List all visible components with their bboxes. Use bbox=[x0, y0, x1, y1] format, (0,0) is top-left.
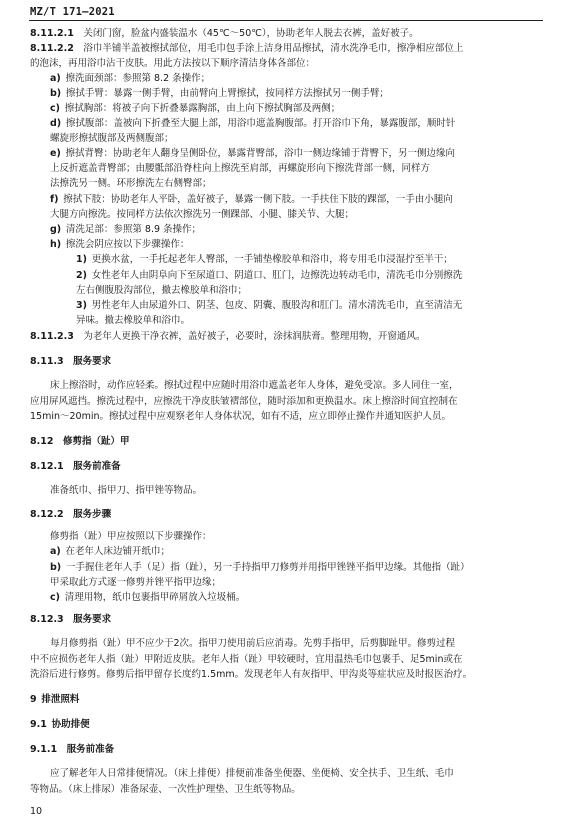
text-line bbox=[50, 768, 454, 780]
line-text: 服务前准备 bbox=[66, 744, 115, 755]
clause-number: a) bbox=[50, 546, 61, 557]
section-heading bbox=[30, 436, 129, 448]
text-line bbox=[50, 209, 354, 221]
text-line bbox=[76, 285, 247, 297]
section-heading bbox=[30, 694, 79, 706]
line-text: 的泡沫，再用浴巾沾干皮肤。用此方法按以下顺序清洁身体各部位： bbox=[30, 58, 316, 69]
line-text: 擦拭背臀：协助老年人翻身呈侧卧位，暴露背臀部，浴巾一侧边缘铺于背臀下，另一侧边缘向 bbox=[65, 148, 456, 159]
line-text: 在老年人床边铺开纸巾； bbox=[65, 546, 171, 557]
clause-number: d) bbox=[50, 118, 62, 129]
text-line bbox=[30, 411, 451, 423]
text-line bbox=[50, 178, 212, 190]
line-text: 洗浴后进行修剪。修剪后指甲留存长度约1.5mm。发现老年人有灰指甲、甲沟炎等症状应及时报医治疗。 bbox=[30, 669, 473, 680]
line-text: 擦洗会阴应按以下步骤操作： bbox=[65, 239, 190, 250]
text-line bbox=[50, 546, 170, 558]
line-text: 等物品。（床上排尿）准备尿壶、一次性护理垫、卫生纸等物品。 bbox=[30, 784, 301, 795]
clause-number: 8.11.3 bbox=[30, 356, 64, 367]
clause-number: e) bbox=[50, 148, 61, 159]
clause-number: 3) bbox=[76, 300, 87, 311]
text-line bbox=[50, 577, 221, 589]
text-line bbox=[50, 194, 453, 206]
text-line bbox=[50, 239, 189, 251]
line-text: 协助排便 bbox=[51, 719, 90, 730]
clause-number: 8.11.2.2 bbox=[30, 43, 74, 54]
clause-number: 8.12.3 bbox=[30, 614, 64, 625]
clause-number: f) bbox=[50, 194, 59, 205]
clause-number: 9.1 bbox=[30, 719, 47, 730]
text-line bbox=[76, 254, 453, 266]
line-text: 大腿方向擦洗。按同样方法依次擦洗另一侧踝部、小腿、膝关节、大腿； bbox=[50, 209, 355, 220]
line-text: 女性老年人由阴阜向下至尿道口、阴道口、肛门，边擦洗边转动毛巾，清洗毛巾分别擦洗 bbox=[91, 270, 463, 281]
clause-number: c) bbox=[50, 103, 60, 114]
text-line bbox=[50, 638, 455, 650]
clause-number: h) bbox=[50, 239, 62, 250]
line-text: 服务前准备 bbox=[73, 461, 121, 472]
line-text: 准备纸巾、指甲刀、指甲锉等物品。 bbox=[50, 485, 203, 496]
section-heading bbox=[30, 356, 111, 368]
line-text: 服务要求 bbox=[73, 614, 112, 625]
text-line bbox=[50, 562, 470, 574]
line-text: 甲采取此方式逐一修剪并锉平指甲边缘； bbox=[50, 577, 222, 588]
section-heading bbox=[30, 744, 114, 756]
text-line bbox=[50, 380, 459, 392]
text-line bbox=[50, 133, 174, 145]
line-text: 15min～20min。擦拭过程中应观察老年人身体状况，如有不适，应立即停止操作并通知医护人员。 bbox=[30, 411, 452, 422]
line-text: 擦拭胸部：将被子向下折叠暴露胸部，由上向下擦拭胸部及两侧； bbox=[64, 103, 341, 114]
text-line bbox=[50, 163, 430, 175]
text-line bbox=[50, 485, 202, 497]
section-heading bbox=[30, 614, 111, 626]
clause-number: 8.11.2.1 bbox=[30, 28, 74, 39]
text-line bbox=[50, 73, 210, 85]
line-text: 修剪指（趾）甲 bbox=[62, 436, 130, 447]
text-line bbox=[76, 270, 462, 282]
text-line bbox=[50, 592, 245, 604]
line-text: 服务步骤 bbox=[73, 509, 112, 520]
line-text: 清洗足部：参照第 8.9 条操作； bbox=[65, 224, 202, 235]
text-line bbox=[30, 58, 315, 70]
clause-number: 1) bbox=[76, 254, 87, 265]
line-text: 清理用物，纸巾包裹指甲碎屑放入垃圾桶。 bbox=[64, 592, 246, 603]
text-line bbox=[50, 88, 389, 100]
line-text: 男性老年人由尿道外口、阴茎、包皮、阴囊、腹股沟和肛门。清水清洗毛巾，直至清洁无 bbox=[91, 300, 463, 311]
line-text: 床上擦浴时，动作应轻柔。擦拭过程中应随时用浴巾遮盖老年人身体，避免受凉。多人同住一室， bbox=[50, 380, 459, 391]
line-text: 擦拭下肢：协助老年人平卧，盖好被子，暴露一侧下肢。一手扶住下肢的踝部，一手由小腿向 bbox=[63, 194, 453, 205]
clause-number: 8.12.1 bbox=[30, 461, 64, 472]
clause-number: g) bbox=[50, 224, 62, 235]
line-text: 擦拭腹部：盖被向下折叠至大腿上部，用浴巾遮盖胸腹部。打开浴巾下角，暴露腹部，顺时针 bbox=[65, 118, 456, 129]
text-line bbox=[76, 300, 462, 312]
text-line bbox=[50, 224, 201, 236]
clause-number: b) bbox=[50, 562, 62, 573]
line-text: 上反折遮盖背臀部；由腰骶部沿脊柱向上擦洗至肩部，再螺旋形向下擦洗背部一侧，同样方 bbox=[50, 163, 431, 174]
line-text: 法擦洗另一侧。环形擦洗左右侧臀部； bbox=[50, 178, 212, 189]
text-line bbox=[50, 531, 212, 543]
text-line bbox=[50, 118, 455, 130]
line-text: 螺旋形擦拭腹部及两侧腹部； bbox=[50, 133, 174, 144]
line-text: 每月修剪指（趾）甲不应少于2次。指甲刀使用前后应消毒。先剪手指甲，后剪脚趾甲。修剪过程 bbox=[50, 638, 456, 649]
clause-number: c) bbox=[50, 592, 60, 603]
text-line bbox=[30, 669, 472, 681]
line-text: 擦拭手臂：暴露一侧手臂，由前臂向上臂擦拭，按同样方法擦拭另一侧手臂； bbox=[65, 88, 389, 99]
page-number: 10 bbox=[30, 806, 43, 817]
line-text: 为老年人更换干净衣裤，盖好被子，必要时，涂抹润肤膏。整理用物，开窗通风。 bbox=[83, 331, 426, 342]
line-text: 中不应损伤老年人指（趾）甲附近皮肤。老年人指（趾）甲较硬时，宜用温热毛巾包裹手、足5min或在 bbox=[30, 654, 463, 665]
line-text: 修剪指（趾）甲应按照以下步骤操作： bbox=[50, 531, 212, 542]
line-text: 一手握住老年人手（足）指（趾），另一手持指甲刀修剪并用指甲锉锉平指甲边缘。其他指（趾） bbox=[65, 562, 470, 573]
clause-number: 8.11.2.3 bbox=[30, 331, 74, 342]
text-line bbox=[30, 28, 419, 40]
line-text: 擦洗面颈部：参照第 8.2 条操作； bbox=[65, 73, 211, 84]
text-line bbox=[76, 315, 190, 327]
header-rule bbox=[29, 20, 543, 21]
clause-number: 9 bbox=[30, 694, 37, 705]
text-line bbox=[30, 654, 462, 666]
text-line bbox=[30, 43, 463, 55]
section-heading bbox=[30, 719, 90, 731]
clause-number: 8.12.2 bbox=[30, 509, 64, 520]
line-text: 应用屏风遮挡。擦洗过程中，应擦洗干净皮肤皱褶部位，随时添加和更换温水。床上擦浴时间宜控制在 bbox=[30, 396, 458, 407]
clause-number: b) bbox=[50, 88, 62, 99]
line-text: 排泄照料 bbox=[41, 694, 80, 705]
text-line bbox=[30, 331, 425, 343]
line-text: 关闭门窗，脸盆内盛装温水（45℃～50℃），协助老年人脱去衣裤，盖好被子。 bbox=[83, 28, 419, 39]
line-text: 异味。撤去橡胶单和浴巾。 bbox=[76, 315, 191, 326]
line-text: 左右侧腹股沟部位，撤去橡胶单和浴巾； bbox=[76, 285, 248, 296]
text-line bbox=[30, 396, 458, 408]
clause-number: a) bbox=[50, 73, 61, 84]
line-text: 更换水盆，一手托起老年人臀部，一手铺垫橡胶单和浴巾，将专用毛巾浸湿拧至半干； bbox=[91, 254, 453, 265]
line-text: 浴巾半铺半盖被擦拭部位，用毛巾包手涂上洁身用品擦拭，清水洗净毛巾，擦净相应部位上 bbox=[83, 43, 464, 54]
section-heading bbox=[30, 509, 111, 521]
standard-code: MZ/T 171—2021 bbox=[30, 6, 115, 18]
text-line bbox=[50, 148, 455, 160]
text-line bbox=[50, 103, 340, 115]
clause-number: 2) bbox=[76, 270, 87, 281]
line-text: 应了解老年人日常排便情况。（床上排便）排便前准备坐便器、坐便椅、安全扶手、卫生纸、毛巾 bbox=[50, 768, 454, 779]
line-text: 服务要求 bbox=[73, 356, 112, 367]
section-heading bbox=[30, 461, 121, 473]
text-line bbox=[30, 784, 301, 796]
clause-number: 8.12 bbox=[30, 436, 54, 447]
clause-number: 9.1.1 bbox=[30, 744, 58, 755]
